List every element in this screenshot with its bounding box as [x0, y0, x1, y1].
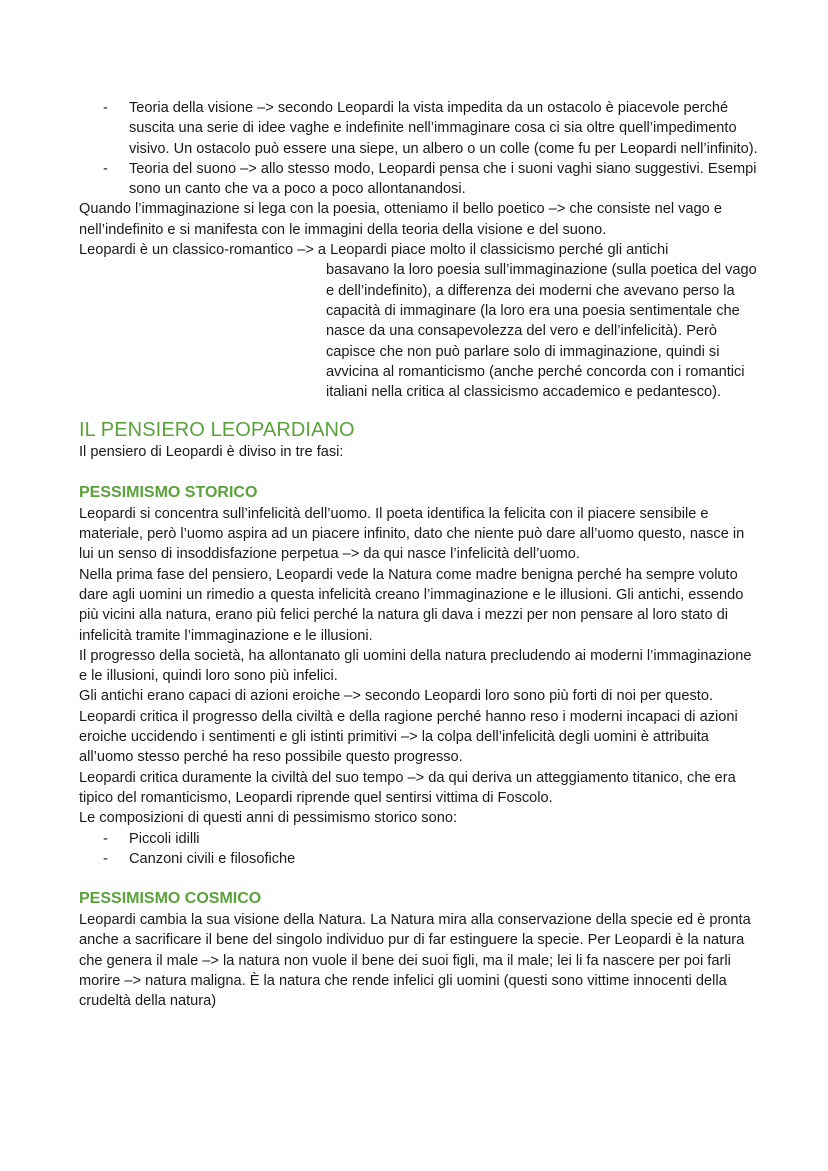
paragraph-classico-lead: Leopardi è un classico-romantico –> a Leopardi piace molto il classicismo perché gli antichi: [79, 242, 669, 259]
paragraph-storico-5: Leopardi critica duramente la civiltà del suo tempo –> da qui deriva un atteggiamento titanico, che era tipico del romanticismo, Leopardi riprende quel sentirsi vittima di Foscolo.: [79, 769, 736, 806]
paragraph-storico-1: Leopardi si concentra sull’infelicità dell’uomo. Il poeta identifica la felicita con il piacere sensibile e materiale, però l’uomo aspira ad un piacere infinito, dato che niente può dare all’uomo questo, nasce in lui un senso di insoddisfazione perpetua –> da qui nasce l’infelicità dell’uomo.: [79, 505, 745, 563]
list-item-text: Piccoli idilli: [129, 830, 200, 847]
paragraph-storico-3: Il progresso della società, ha allontanato gli uomini della natura precludendo ai moderni l’immaginazione e le illusioni, quindi loro sono più infelici.: [79, 647, 752, 685]
paragraph-bello-poetico: Quando l’immaginazione si lega con la poesia, otteniamo il bello poetico –> che consiste nel vago e nell’indefinito e si manifesta con le immagini della teoria della visione e del suono.: [79, 201, 722, 238]
list-item-suono: [79, 159, 759, 200]
compositions-list: [79, 829, 759, 870]
document-body: [79, 98, 759, 1012]
bullet-marker: -: [103, 850, 108, 867]
section-intro: Il pensiero di Leopardi è diviso in tre fasi:: [79, 444, 344, 461]
paragraph-storico-6: Le composizioni di questi anni di pessimismo storico sono:: [79, 810, 457, 827]
bullet-marker: -: [103, 830, 108, 847]
bullet-marker: -: [103, 100, 108, 116]
paragraph-storico-4: Gli antichi erano capaci di azioni eroiche –> secondo Leopardi loro sono più forti di noi per questo. Leopardi critica il progresso della civiltà e della ragione perché hanno reso i moderni incapaci di azioni eroiche uccidendo i sentimenti e gli istinti primitivi –> la colpa dell’infelicità degli uomini è attribuita all’uomo stesso perché ha reso possibile questo progresso.: [79, 688, 738, 766]
list-item-visione: [79, 98, 759, 159]
bullet-marker: -: [103, 160, 108, 177]
list-item: [79, 829, 759, 849]
list-item-text: Teoria della visione –> secondo Leopardi la vista impedita da un ostacolo è piacevole perché suscita una serie di idee vaghe e indefinite nell’immaginare cosa ci sia oltre quell’impedimento visivo. Un ostacolo può essere una siepe, un albero o un colle (come fu per Leopardi nell’infinito).: [129, 100, 758, 157]
theory-list: [79, 98, 759, 199]
paragraph-classico-rest: basavano la loro poesia sull’immaginazione (sulla poetica del vago e dell’indefinito), a differenza dei moderni che avevano perso la capacità di immaginare (la loro era una poesia sentimentale che nasce da una consapevolezza del vero e dell’infelicità). Però capisce che non può parlare solo di immaginazione, quindi si avvicina al romanticismo (anche perché concorda con i romantici italiani nella critica al classicismo accademico e pedantesco).: [326, 262, 757, 401]
paragraph-cosmico: Leopardi cambia la sua visione della Natura. La Natura mira alla conservazione della specie ed è pronta anche a sacrificare il bene del singolo individuo pur di far estinguere la specie. Per Leopardi è la natura che genera il male –> la natura non vuole il bene dei suoi figli, ma il male; lei li fa nascere per poi farli morire –> natura maligna. È la natura che rende infelici gli uomini (questi sono vittime innocenti della crudeltà della natura): [79, 912, 751, 1010]
heading-pessimismo-cosmico: PESSIMISMO COSMICO: [79, 890, 262, 908]
list-item-text: Canzoni civili e filosofiche: [129, 850, 296, 867]
heading-pessimismo-storico: PESSIMISMO STORICO: [79, 483, 258, 501]
list-item-text: Teoria del suono –> allo stesso modo, Leopardi pensa che i suoni vaghi siano suggestivi. Esempi sono un canto che va a poco a poco allontanandosi.: [129, 160, 757, 198]
paragraph-storico-2: Nella prima fase del pensiero, Leopardi vede la Natura come madre benigna perché ha sempre voluto dare agli uomini un rimedio a questa infelicità creano l’immaginazione e le illusioni. Gli antichi, essendo più vicini alla natura, erano più felici perché la natura gli dava i mezzi per non pensare al loro stato di infelicità tramite l’immaginazione e le illusioni.: [79, 566, 744, 644]
list-item: [79, 849, 759, 869]
section-title: IL PENSIERO LEOPARDIANO: [79, 419, 355, 442]
